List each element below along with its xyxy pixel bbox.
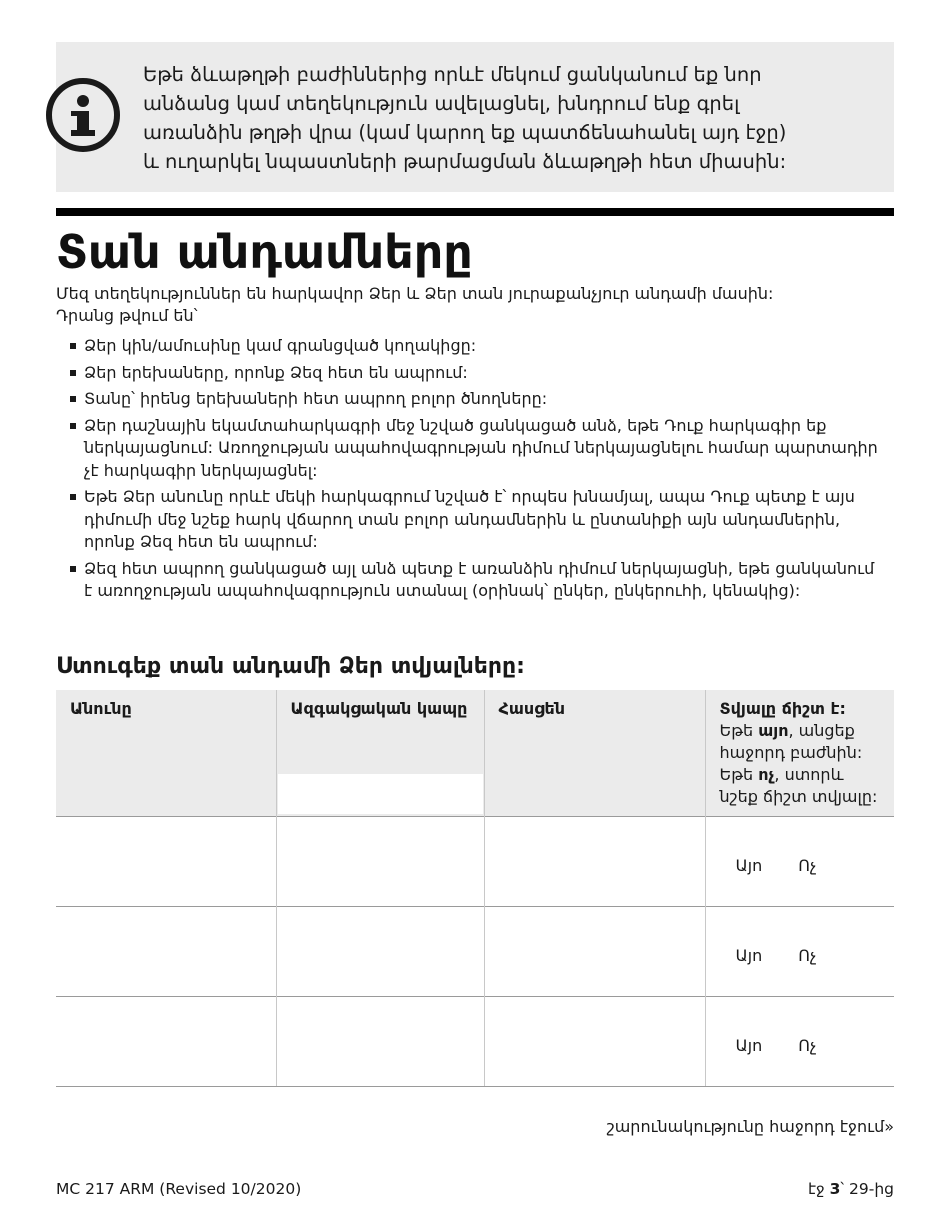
section-divider [56,208,894,216]
name-cell[interactable] [56,817,276,907]
address-cell[interactable] [484,817,705,907]
name-cell[interactable] [56,997,276,1087]
address-cell[interactable] [484,907,705,997]
info-line: առանձին թղթի վրա (կամ կարող եք պատճենահանել այդ էջը) [143,121,787,144]
no-option[interactable]: Ոչ [798,946,817,965]
list-item: Ձեր երեխաները, որոնք Ձեզ հետ են ապրում: [70,362,880,385]
yes-option[interactable]: Այո [735,1036,763,1055]
info-line: անձանց կամ տեղեկություն ավելացնել, խնդրում ենք գրել [143,92,740,115]
info-icon [46,78,120,152]
section-subheading: Ստուգեք տան անդամի Ձեր տվյալները: [56,654,525,679]
page-title: Տան անդամները [56,225,473,279]
table-row [56,907,894,997]
relationship-cell[interactable] [276,817,484,907]
header-correct: Տվյալը ճիշտ է: Եթե այո, անցեք հաջորդ բաժնին: Եթե ոչ, ստորև նշեք ճիշտ տվյալը: [705,690,894,817]
relationship-cell[interactable] [276,997,484,1087]
relationship-cell[interactable] [276,907,484,997]
header-name: Անունը [56,690,276,817]
list-item: Ձեզ հետ ապրող ցանկացած այլ անձ պետք է առանձին դիմում ներկայացնի, եթե ցանկանում է առողջության ապահովագրություն ստանալ (օրինակ՝ ընկեր, ընկերուհի, կենակից): [70,558,880,603]
list-item: Եթե Ձեր անունը որևէ մեկի հարկագրում նշված է՝ որպես խնամյալ, ապա Դուք պետք է այս դիմումի մեջ նշեք հարկ վճարող տան բոլոր անդամներին և ընտանիքի այն անդամներին, որոնք Ձեզ հետ են ապրում: [70,486,880,554]
list-item: Ձեր դաշնային եկամտահարկագրի մեջ նշված ցանկացած անձ, եթե Դուք հարկագիր եք ներկայացնում: Առողջության ապահովագրության դիմում ներկայացնելու համար պարտադիր չէ հարկագիր ներկայացնել: [70,415,880,483]
address-cell[interactable] [484,997,705,1087]
info-line: Եթե ձևաթղթի բաժիններից որևէ մեկում ցանկանում եք նոր [143,63,762,86]
yes-option[interactable]: Այո [735,856,763,875]
correct-cell [705,817,894,907]
household-bullets [70,335,880,607]
household-members-table [56,690,894,1087]
list-item: Ձեր կին/ամուսինը կամ գրանցված կողակիցը: [70,335,880,358]
yes-option[interactable]: Այո [735,946,763,965]
header-relationship: Ազգակցական կապը [276,690,484,817]
form-id: MC 217 ARM (Revised 10/2020) [56,1180,302,1198]
name-cell[interactable] [56,907,276,997]
info-line: և ուղարկել նպաստների թարմացման ձևաթղթի հետ միասին: [143,150,787,173]
header-address: Հասցեն [484,690,705,817]
continued-note: շարունակությունը հաջորդ էջում» [606,1117,894,1136]
correct-cell [705,997,894,1087]
table-row [56,997,894,1087]
no-option[interactable]: Ոչ [798,856,817,875]
no-option[interactable]: Ոչ [798,1036,817,1055]
correct-cell [705,907,894,997]
page-number: էջ 3՝ 29-ից [808,1180,894,1198]
intro-line: Դրանց թվում են՝ [56,306,198,325]
intro-text [56,283,876,327]
intro-line: Մեզ տեղեկություններ են հարկավոր Ձեր և Ձեր տան յուրաքանչյուր անդամի մասին: [56,284,774,303]
list-item: Տանը՝ իրենց երեխաների հետ ապրող բոլոր ծնողները: [70,388,880,411]
table-row [56,817,894,907]
info-text [143,60,873,176]
